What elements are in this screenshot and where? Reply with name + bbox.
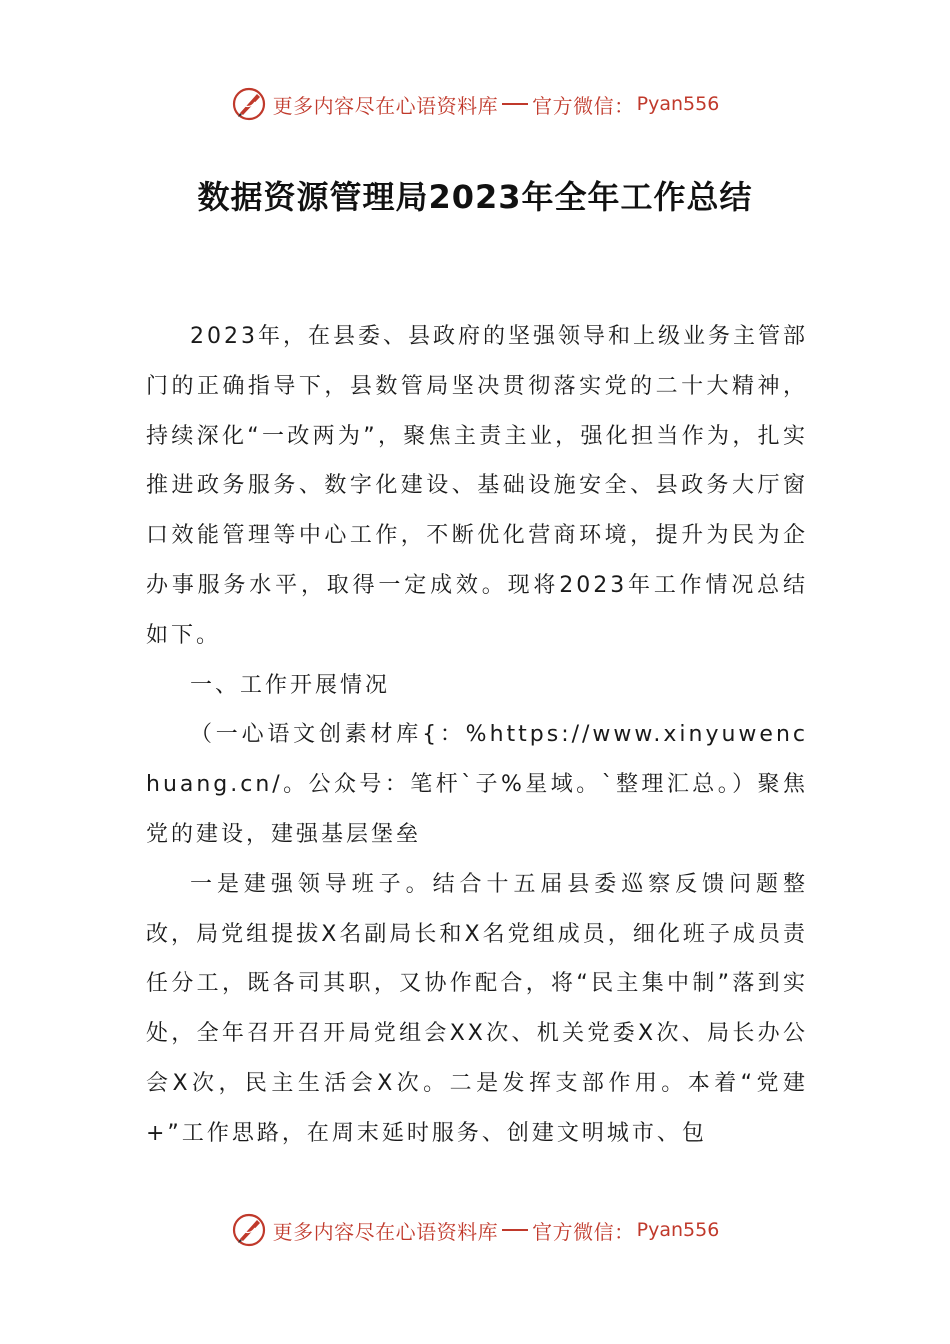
paragraph-leadership: 一是建强领导班子。结合十五届县委巡察反馈问题整改，局党组提拔X名副局长和X名党组成员，细化班子成员责任分工，既各司其职，又协作配合，将“民主集中制”落到实处，全年召开召开局党组会XX次、机关党委X次、局长办公会X次，民主生活会X次。二是发挥支部作用。本着“党建+”工作思路，在周末延时服务、创建文明城市、包: [146, 871, 808, 1146]
document-body: [146, 312, 808, 1159]
banner-wechat-label: 官方微信：: [532, 93, 635, 118]
banner-main-text: 更多内容尽在心语资料库: [272, 93, 499, 118]
banner-wechat-id: Pyan556: [636, 1219, 720, 1241]
banner-dash: [502, 103, 528, 105]
document-title: 数据资源管理局2023年全年工作总结: [197, 178, 753, 216]
subsection-heading: （一心语文创素材库{：%https://www.xinyuwenchuang.cn/。公众号：笔杆`子%星域。`整理汇总。）聚焦党的建设，建强基层堡垒: [146, 722, 808, 847]
banner-wechat-label: 官方微信：: [532, 1219, 635, 1244]
quill-pen-logo-icon: [231, 1212, 267, 1248]
quill-pen-logo-icon: [231, 86, 267, 122]
footer-banner: [0, 1210, 950, 1250]
banner-wechat-id: Pyan556: [636, 93, 720, 115]
banner-dash: [502, 1229, 528, 1231]
section-heading: 一、工作开展情况: [190, 672, 391, 698]
header-banner: [0, 84, 950, 124]
banner-main-text: 更多内容尽在心语资料库: [272, 1219, 499, 1244]
paragraph-intro: 2023年，在县委、县政府的坚强领导和上级业务主管部门的正确指导下，县数管局坚决贯彻落实党的二十大精神，持续深化“一改两为”，聚焦主责主业，强化担当作为，扎实推进政务服务、数字化建设、基础设施安全、县政务大厅窗口效能管理等中心工作，不断优化营商环境，提升为民为企办事服务水平，取得一定成效。现将2023年工作情况总结如下。: [146, 324, 808, 648]
